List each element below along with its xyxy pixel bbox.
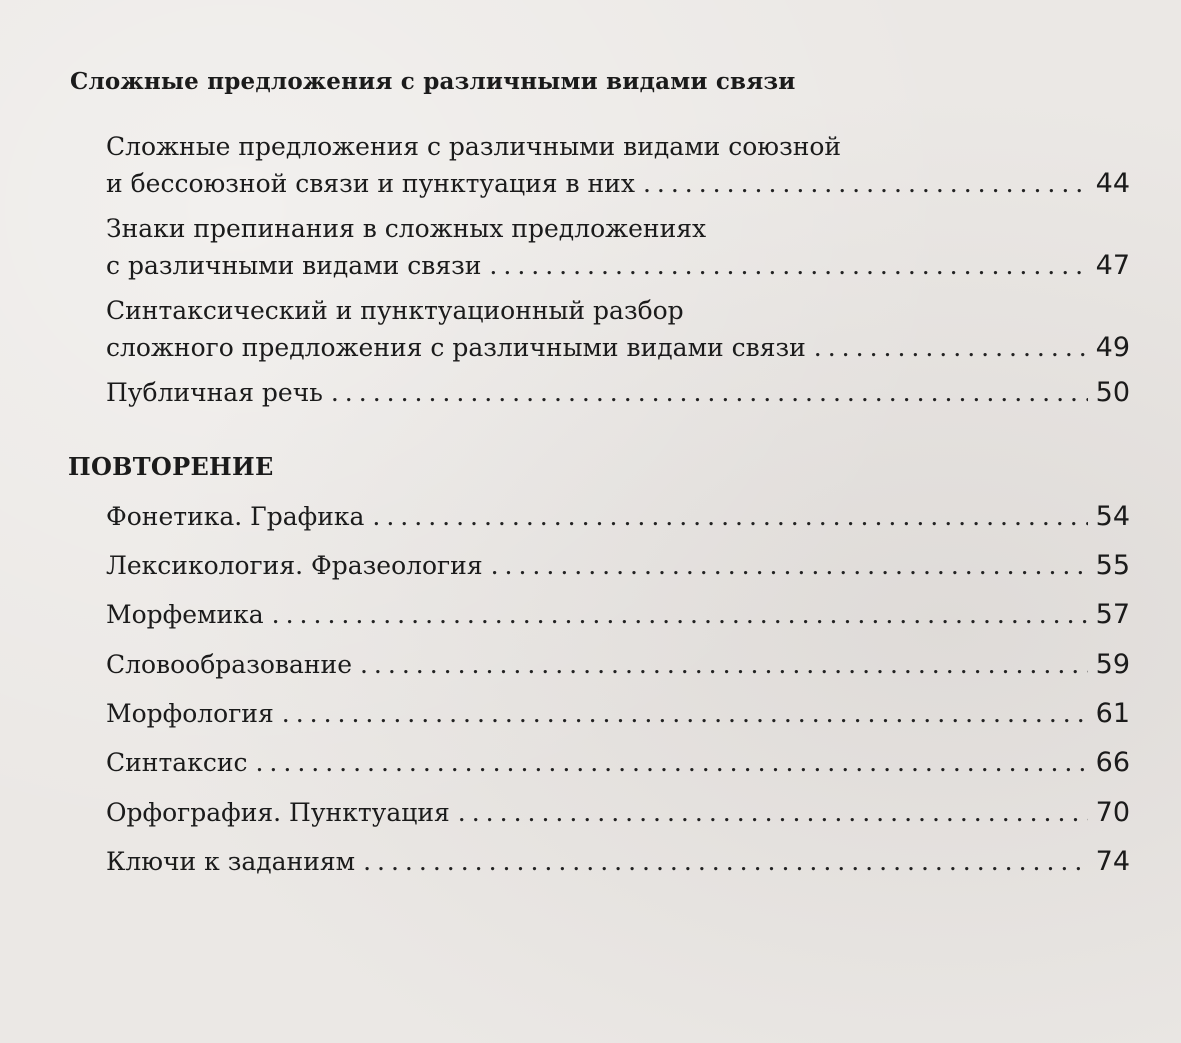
page-number: 66 — [1095, 747, 1130, 778]
toc-entry — [106, 547, 1130, 584]
leader-dots — [643, 165, 1088, 202]
toc-entry — [106, 794, 1130, 831]
toc-entry — [106, 843, 1130, 880]
page-number: 49 — [1095, 332, 1130, 363]
toc-entry-title: сложного предложения с различными видами связи — [106, 333, 806, 362]
toc-entry-row — [106, 794, 1130, 831]
leader-dots — [272, 596, 1088, 633]
toc-entry-title: Лексикология. Фразеология — [106, 551, 483, 580]
toc-entry — [106, 374, 1130, 411]
leader-dots — [372, 498, 1087, 535]
toc-entry — [106, 498, 1130, 535]
toc-entry-row — [106, 329, 1130, 366]
toc-entry-title: Словообразование — [106, 650, 352, 679]
toc-entry-row — [106, 646, 1130, 683]
leader-dots — [255, 744, 1087, 781]
toc-entry-row — [106, 247, 1130, 284]
toc-entry-title: Синтаксис — [106, 748, 248, 777]
toc-entry — [106, 128, 1130, 202]
toc-entry-row — [106, 498, 1130, 535]
page-number: 57 — [1095, 599, 1130, 630]
leader-dots — [489, 247, 1087, 284]
toc-entry-title: Морфология — [106, 699, 274, 728]
leader-dots — [363, 843, 1088, 880]
page-number: 47 — [1095, 250, 1130, 281]
toc-entry-line: Сложные предложения с различными видами союзной — [106, 132, 842, 161]
toc-entry-row — [106, 547, 1130, 584]
section-title: ПОВТОРЕНИЕ — [68, 452, 274, 481]
leader-dots — [491, 547, 1088, 584]
toc-entry — [106, 695, 1130, 732]
leader-dots — [282, 695, 1088, 732]
toc-entry — [106, 646, 1130, 683]
toc-entry-line: Синтаксический и пунктуационный разбор — [106, 296, 684, 325]
page-number: 59 — [1095, 649, 1130, 680]
leader-dots — [360, 646, 1088, 683]
toc-entry-row — [106, 374, 1130, 411]
toc-entry — [106, 292, 1130, 366]
toc-entry-row — [106, 596, 1130, 633]
toc-entry-title: Публичная речь — [106, 378, 323, 407]
toc-entry-title: Морфемика — [106, 600, 264, 629]
toc-entry-row — [106, 695, 1130, 732]
leader-dots — [458, 794, 1088, 831]
page-number: 70 — [1095, 797, 1130, 828]
page-number: 74 — [1095, 846, 1130, 877]
page-number: 54 — [1095, 501, 1130, 532]
section-title: Сложные предложения с различными видами связи — [70, 68, 796, 95]
toc-entry — [106, 596, 1130, 633]
toc-entry — [106, 210, 1130, 284]
toc-entry-row — [106, 744, 1130, 781]
toc-entry-title: с различными видами связи — [106, 251, 482, 280]
page-number: 55 — [1095, 550, 1130, 581]
leader-dots — [814, 329, 1088, 366]
leader-dots — [331, 374, 1088, 411]
toc-entry-line: Знаки препинания в сложных предложениях — [106, 214, 707, 243]
page-number: 61 — [1095, 698, 1130, 729]
toc-entry-row — [106, 843, 1130, 880]
toc-entry-title: Фонетика. Графика — [106, 502, 365, 531]
toc-entry-title: и бессоюзной связи и пунктуация в них — [106, 169, 635, 198]
toc-entry — [106, 744, 1130, 781]
page-number: 50 — [1095, 377, 1130, 408]
toc-entry-title: Ключи к заданиям — [106, 847, 356, 876]
toc-entry-row — [106, 165, 1130, 202]
page-number: 44 — [1095, 168, 1130, 199]
toc-entry-title: Орфография. Пунктуация — [106, 798, 450, 827]
